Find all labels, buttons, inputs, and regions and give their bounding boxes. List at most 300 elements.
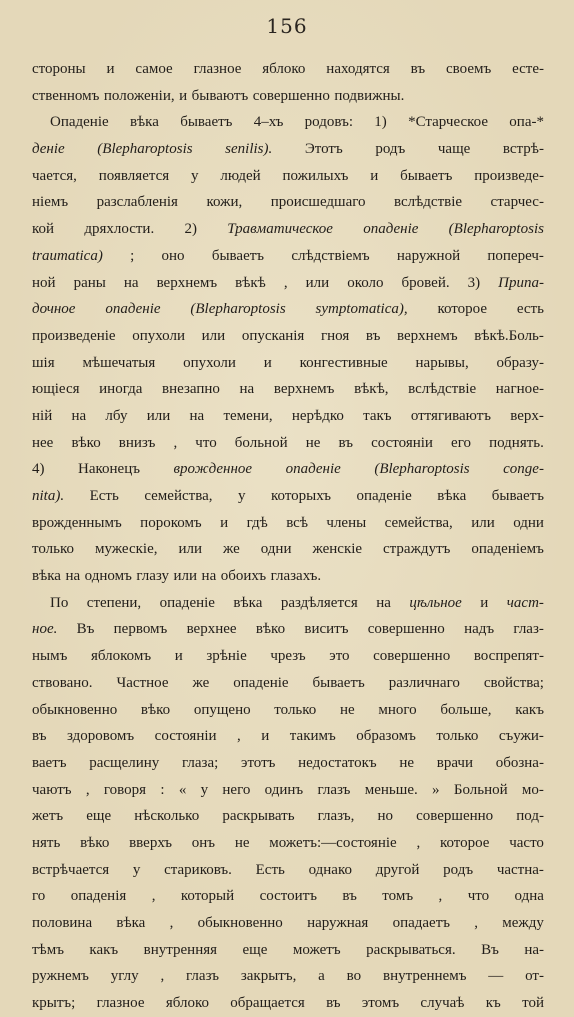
italic-word: (Blepharoptosis xyxy=(97,141,193,158)
word: и xyxy=(174,648,183,665)
word: своемъ xyxy=(446,61,492,77)
word: а xyxy=(318,968,325,985)
word: случаѣ xyxy=(420,995,465,1012)
word: ; xyxy=(130,247,135,264)
italic-word: nita). xyxy=(32,488,65,504)
word: вѣка xyxy=(32,568,61,585)
italic-word: senilis). xyxy=(225,141,273,158)
word: 4–хъ xyxy=(253,114,284,131)
word: Въ xyxy=(76,621,95,638)
word: много xyxy=(378,701,417,718)
word: бываетъ xyxy=(491,488,544,504)
text-line xyxy=(32,456,544,483)
word: совершенно xyxy=(252,87,330,104)
word: въ xyxy=(326,995,341,1012)
word: жетъ xyxy=(32,808,64,825)
word: или xyxy=(201,327,226,344)
word: одни xyxy=(260,541,292,558)
word: меньше. xyxy=(364,781,418,798)
word: вверхъ xyxy=(129,834,173,851)
word: вѣка xyxy=(437,488,467,504)
word: положеніи, xyxy=(103,87,175,104)
word: подвижны. xyxy=(334,87,405,104)
word: » xyxy=(432,781,440,798)
word: него xyxy=(222,781,251,798)
page-number: 156 xyxy=(266,14,308,38)
word: у xyxy=(238,488,246,504)
word: на xyxy=(123,274,139,291)
text-line xyxy=(32,963,544,990)
word: иногда xyxy=(99,381,143,398)
word: под- xyxy=(516,808,544,825)
word: глазное xyxy=(96,995,145,1012)
word: яблоко xyxy=(262,61,306,77)
word: , xyxy=(474,915,479,931)
word: различнаго xyxy=(388,674,460,691)
word: обозна- xyxy=(495,754,544,771)
italic-word: ное. xyxy=(32,621,58,638)
text-line xyxy=(32,270,544,297)
word: воспрепят- xyxy=(473,648,544,665)
word: на xyxy=(376,594,391,611)
italic-word: врожденное xyxy=(173,461,253,478)
word: Опаденіе xyxy=(50,114,109,131)
word: этотъ xyxy=(241,754,276,771)
word: « xyxy=(178,781,187,798)
word: поднять. xyxy=(489,434,544,451)
word: но xyxy=(377,808,393,825)
word: кожи, xyxy=(206,194,243,211)
word: совершенно xyxy=(416,808,494,825)
word: гноя xyxy=(320,327,350,344)
word: Этотъ xyxy=(304,141,343,158)
word: и xyxy=(263,354,272,371)
word: состояніи xyxy=(154,728,217,745)
word: раскрывать xyxy=(222,808,295,825)
word: вслѣдствіе xyxy=(394,194,463,211)
word: на xyxy=(239,381,255,398)
word: совершенно xyxy=(367,621,445,638)
word: наружной xyxy=(396,247,461,264)
word: или xyxy=(173,568,198,585)
word: съужи- xyxy=(498,728,544,745)
word: обоихъ xyxy=(220,568,267,585)
word: здоровомъ xyxy=(66,728,135,745)
word: лбу xyxy=(105,407,128,424)
word: только xyxy=(436,728,479,745)
word: 1) xyxy=(374,114,387,131)
word: раны xyxy=(73,274,106,291)
word: внизъ xyxy=(118,434,156,451)
text-line xyxy=(32,803,544,830)
word: закрытъ, xyxy=(240,968,297,985)
word: бровей. xyxy=(401,274,450,291)
word: вѣко xyxy=(71,434,101,451)
word: семейства, xyxy=(144,488,213,504)
word: у xyxy=(132,861,141,878)
word: онъ xyxy=(191,834,216,851)
body-text xyxy=(32,56,544,1017)
word: только xyxy=(274,701,317,718)
word: опущено xyxy=(193,701,251,718)
word: той xyxy=(522,995,544,1012)
word: опа-* xyxy=(509,114,544,131)
word: обыкновенно xyxy=(197,915,283,931)
word: Есть xyxy=(89,488,119,504)
word: от- xyxy=(525,968,544,985)
word: 4) xyxy=(32,461,45,478)
word: ваетъ xyxy=(32,754,67,771)
word: раскрываться. xyxy=(366,941,456,958)
text-line xyxy=(32,563,544,590)
word: которое xyxy=(437,301,487,318)
text-line xyxy=(32,723,544,750)
word: надъ xyxy=(464,621,495,638)
word: опаденіе xyxy=(159,594,215,611)
word: глазъ xyxy=(317,781,351,798)
word: встрѣ- xyxy=(502,141,544,158)
text-line xyxy=(32,56,544,83)
word: или xyxy=(178,541,202,558)
word: , xyxy=(416,834,421,851)
text-line xyxy=(32,189,544,216)
word: на xyxy=(71,407,87,424)
text-line xyxy=(32,163,544,190)
word: Больной xyxy=(453,781,508,798)
word: во xyxy=(346,968,362,985)
italic-word: (Blepharoptosis xyxy=(374,461,470,478)
word: есть xyxy=(516,301,544,318)
text-line xyxy=(32,403,544,430)
italic-word: (Blepharoptosis xyxy=(190,301,286,318)
word: , xyxy=(237,728,241,745)
word: нагное- xyxy=(495,381,544,398)
word: недостатокъ xyxy=(298,754,377,771)
word: ной xyxy=(32,274,56,291)
word: говоря xyxy=(103,781,147,798)
word: еще xyxy=(86,808,112,825)
word: вѣкѣ xyxy=(235,274,266,291)
word: глаз- xyxy=(513,621,544,638)
word: верхнемъ xyxy=(397,327,458,344)
text-line xyxy=(32,323,544,350)
word: образу- xyxy=(496,354,544,371)
word: яблоко xyxy=(165,995,209,1012)
word: , xyxy=(438,888,443,905)
word: глазъ, xyxy=(317,808,355,825)
word: какъ xyxy=(515,701,544,718)
word: бываетъ xyxy=(211,247,265,264)
word: глазное xyxy=(193,61,242,77)
word: темени, xyxy=(223,407,273,424)
word: вѣко xyxy=(255,621,286,638)
word: ствовано. xyxy=(32,674,93,691)
word: мѣшечатыя xyxy=(82,354,156,371)
word: свойства; xyxy=(483,674,544,691)
word: нерѣдко xyxy=(291,407,344,424)
word: появляется xyxy=(98,167,170,184)
italic-word: traumatica) xyxy=(32,247,103,264)
word: же xyxy=(222,541,240,558)
word: опусканія xyxy=(241,327,305,344)
italic-word: опаденіе xyxy=(363,221,419,238)
word: врачи xyxy=(436,754,473,771)
text-line xyxy=(32,697,544,724)
word: въ xyxy=(410,61,426,77)
word: углу xyxy=(110,968,139,985)
word: опадаетъ xyxy=(392,915,451,931)
word: чаютъ xyxy=(32,781,72,798)
word: часто xyxy=(509,834,544,851)
word: опухоли xyxy=(132,327,185,344)
word: глазу xyxy=(136,568,169,585)
word: Въ xyxy=(481,941,499,958)
word: чрезъ xyxy=(270,648,306,665)
word: родовъ: xyxy=(304,114,354,131)
word: у xyxy=(191,167,199,184)
word: половина xyxy=(32,915,93,931)
word: встрѣчается xyxy=(32,861,110,878)
word: не xyxy=(339,701,355,718)
word: раздѣляется xyxy=(280,594,358,611)
word: вѣка xyxy=(233,594,263,611)
word: нее xyxy=(32,434,54,451)
word: еще xyxy=(242,941,268,958)
word: верхнее xyxy=(186,621,237,638)
word: людей xyxy=(220,167,261,184)
word: родъ xyxy=(443,861,474,878)
word: го xyxy=(32,888,46,905)
word: что xyxy=(195,434,217,451)
word: такимъ xyxy=(289,728,336,745)
italic-word: деніе xyxy=(32,141,65,158)
word: вѣка xyxy=(129,114,159,131)
word: въ xyxy=(32,728,47,745)
word: порокомъ xyxy=(140,514,202,531)
word: ружнемъ xyxy=(32,968,89,985)
word: которыхъ xyxy=(271,488,331,504)
text-line xyxy=(32,109,544,136)
text-line xyxy=(32,937,544,964)
word: ній xyxy=(32,407,53,424)
word: оттягиваютъ xyxy=(410,407,491,424)
word: дряхлости. xyxy=(84,221,155,238)
word: что xyxy=(467,888,490,905)
text-line xyxy=(32,857,544,884)
word: не xyxy=(234,834,250,851)
word: чается, xyxy=(32,167,77,184)
word: одномъ xyxy=(84,568,132,585)
word: Есть xyxy=(255,861,285,878)
word: внезапно xyxy=(162,381,220,398)
word: больше, xyxy=(440,701,492,718)
word: *Старческое xyxy=(408,114,489,131)
text-line xyxy=(32,777,544,804)
italic-word: Припа- xyxy=(498,274,544,291)
word: около xyxy=(347,274,384,291)
word: , xyxy=(169,915,174,931)
word: одинъ xyxy=(264,781,304,798)
word: его xyxy=(451,434,471,451)
word: которое xyxy=(439,834,490,851)
word: зрѣніе xyxy=(206,648,247,665)
word: кой xyxy=(32,221,55,238)
text-line xyxy=(32,483,544,510)
word: этомъ xyxy=(361,995,400,1012)
word: глаза; xyxy=(182,754,219,771)
word: въ xyxy=(342,888,357,905)
word: бываетъ xyxy=(312,674,365,691)
italic-word: цѣльное xyxy=(409,594,462,611)
italic-word: (Blepharoptosis xyxy=(448,221,544,238)
word: 3) xyxy=(467,274,481,291)
word: первомъ xyxy=(113,621,168,638)
word: между xyxy=(502,915,544,931)
word: нѣсколько xyxy=(134,808,200,825)
word: всѣ xyxy=(286,514,308,531)
word: крытъ; xyxy=(32,995,76,1012)
word: стариковъ. xyxy=(164,861,232,878)
word: у xyxy=(200,781,209,798)
word: вслѣдствіе xyxy=(408,381,477,398)
word: обыкновенно xyxy=(32,701,118,718)
word: опаденіемъ xyxy=(471,541,544,558)
word: не xyxy=(305,434,321,451)
word: , xyxy=(151,888,156,905)
word: обращается xyxy=(230,995,305,1012)
word: глазъ xyxy=(186,968,219,985)
word: и xyxy=(480,594,489,611)
word: страждутъ xyxy=(383,541,451,558)
word: , xyxy=(85,781,90,798)
word: въ xyxy=(365,327,381,344)
word: стороны xyxy=(32,61,86,77)
word: вѣкѣ, xyxy=(354,381,389,398)
word: : xyxy=(160,781,165,798)
text-line xyxy=(32,510,544,537)
text-line xyxy=(32,536,544,563)
word: и xyxy=(220,514,229,531)
word: бываетъ xyxy=(180,114,233,131)
word: оно xyxy=(161,247,185,264)
word: бываетъ xyxy=(400,167,453,184)
word: опаденіе xyxy=(356,488,412,504)
word: нымъ xyxy=(32,648,68,665)
text-line xyxy=(32,670,544,697)
word: только xyxy=(32,541,75,558)
word: шія xyxy=(32,354,55,371)
word: ющіеся xyxy=(32,381,80,398)
word: внутренняя xyxy=(143,941,218,958)
text-line xyxy=(32,616,544,643)
word: на- xyxy=(524,941,544,958)
word: женскіе xyxy=(312,541,363,558)
text-line xyxy=(32,216,544,243)
word: — xyxy=(488,968,504,985)
word: Наконецъ xyxy=(78,461,141,478)
word: такъ xyxy=(363,407,392,424)
word: , xyxy=(173,434,178,451)
word: опаденія xyxy=(70,888,127,905)
word: это xyxy=(329,648,350,665)
text-line xyxy=(32,590,544,617)
word: и xyxy=(261,728,270,745)
word: глазахъ. xyxy=(270,568,322,585)
word: разслабленія xyxy=(96,194,178,211)
word: , xyxy=(283,274,288,291)
text-line xyxy=(32,990,544,1017)
word: яблокомъ xyxy=(90,648,152,665)
text-line xyxy=(32,83,544,110)
word: на xyxy=(201,568,217,585)
italic-word: symptomatica), xyxy=(315,301,408,318)
word: внутреннемъ xyxy=(382,968,467,985)
word: можетъ xyxy=(292,941,341,958)
word: состоитъ xyxy=(259,888,317,905)
text-line xyxy=(32,136,544,163)
word: есте- xyxy=(512,61,544,77)
word: одни xyxy=(513,514,544,531)
italic-word: conge- xyxy=(503,461,544,478)
word: вѣко xyxy=(140,701,171,718)
word: , xyxy=(160,968,165,985)
text-line xyxy=(32,883,544,910)
word: степени, xyxy=(86,594,142,611)
word: старчес- xyxy=(490,194,544,211)
word: происшедшаго xyxy=(270,194,366,211)
word: самое xyxy=(135,61,173,77)
italic-word: опаденіе xyxy=(285,461,341,478)
word: члены xyxy=(326,514,367,531)
text-line xyxy=(32,376,544,403)
italic-word: Травматическое xyxy=(227,221,333,238)
italic-word: опаденіе xyxy=(105,301,161,318)
word: который xyxy=(180,888,235,905)
word: вѣка xyxy=(116,915,146,931)
word: врожденнымъ xyxy=(32,514,122,531)
word: на xyxy=(65,568,81,585)
word: родъ xyxy=(375,141,406,158)
word: пожилыхъ xyxy=(282,167,349,184)
word: мужескіе, xyxy=(94,541,158,558)
word: нять xyxy=(32,834,61,851)
word: произведе- xyxy=(474,167,544,184)
word: другой xyxy=(375,861,420,878)
word: расщелину xyxy=(89,754,160,771)
word: или xyxy=(305,274,330,291)
word: больной xyxy=(234,434,288,451)
word: Частное xyxy=(116,674,169,691)
word: не xyxy=(399,754,415,771)
word: гдѣ xyxy=(246,514,268,531)
word: попереч- xyxy=(487,247,544,264)
text-line xyxy=(32,350,544,377)
word: къ xyxy=(485,995,501,1012)
word: мо- xyxy=(521,781,544,798)
word: томъ xyxy=(382,888,414,905)
text-line xyxy=(32,750,544,777)
word: верх- xyxy=(510,407,544,424)
word: бываютъ xyxy=(191,87,249,104)
word: ніемъ xyxy=(32,194,69,211)
word: ственномъ xyxy=(32,87,100,104)
word: образомъ xyxy=(356,728,416,745)
word: наружная xyxy=(307,915,369,931)
word: вѣко xyxy=(80,834,110,851)
word: же xyxy=(192,674,210,691)
word: 2) xyxy=(184,221,197,238)
word: или xyxy=(146,407,171,424)
